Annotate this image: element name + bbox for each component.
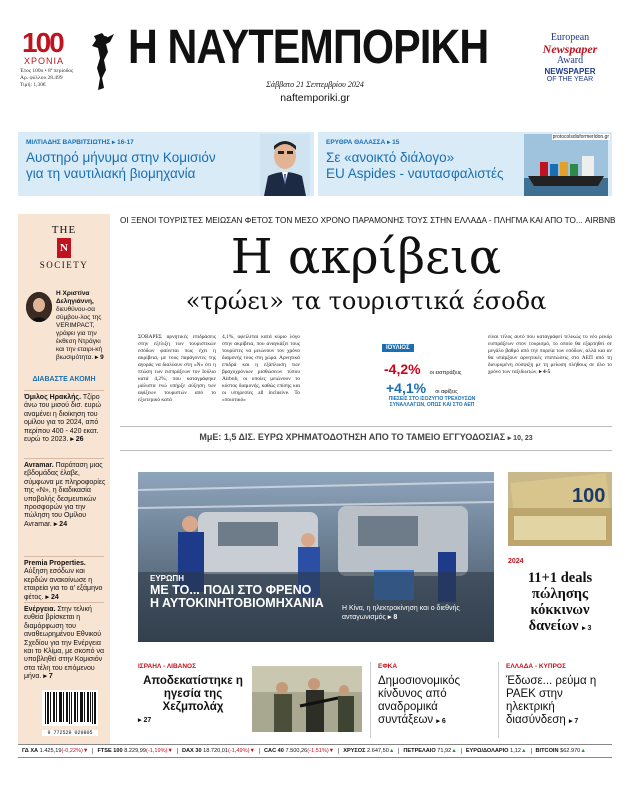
ticker-value: 1.425,19 <box>39 748 62 754</box>
ticker-value: $62.970 <box>560 748 581 754</box>
ticker-item <box>18 748 93 754</box>
lead-body-col3 <box>488 334 612 376</box>
ticker-item <box>532 748 590 754</box>
note-text: διευθύνου-σα σύμβου-λος της VERIMPACT, γράφει για την έκθεση Ντράγκι και την εταιρι-κή βιωσιμότητα. <box>56 306 103 361</box>
sidebar-item-avramar[interactable] <box>24 462 108 529</box>
teaser-headline <box>326 150 504 182</box>
photo-headline-line2: Η ΑΥΤΟΚΙΝΗΤΟΒΙΟΜΗΧΑΝΙΑ <box>150 596 324 610</box>
item-text: Στην τελική ευθεία βρίσκεται η διαμόρφωση του αναθεωρημένου Εθνικού Σχεδίου για την Ενέργεια και το Κλίμα, με σκοπό να υποβληθεί στην Κομισιόν στα τέλη του επόμενου μήνα. <box>24 606 105 681</box>
secondary-headline-page: ▸ 10, 23 <box>507 435 533 442</box>
ticker-name: BITCOIN <box>535 748 561 754</box>
note-author: Η Χριστίνα Δεληγιάννη, <box>56 290 94 305</box>
ticker-name: ΓΔ ΧΑ <box>22 748 40 754</box>
issue-price: Τιμή: 1,30€ <box>20 82 46 88</box>
teaser-headline-line1: Σε «ανοικτό διάλογο» <box>326 150 455 165</box>
divider <box>24 602 104 603</box>
ticker-name: ΧΡΥΣΟΣ <box>343 748 368 754</box>
issue-date: Σάββατο 21 Σεπτεμβρίου 2024 <box>266 80 364 89</box>
stat-desc-arrivals: οι αφίξεις <box>435 389 458 395</box>
item-title: Ενέργεια. <box>24 606 56 613</box>
ticker-change: ▲ <box>388 748 395 754</box>
award-line1: European <box>550 32 590 43</box>
item-page: ▸ 26 <box>70 436 84 444</box>
item-title: Avramar. <box>24 462 54 469</box>
divider <box>24 556 104 557</box>
ticker-name: ΕΥΡΩ/ΔΟΛΑΡΙΟ <box>465 748 511 754</box>
teaser-headline-line2: για τη ναυτιλιακή βιομηχανία <box>26 166 196 181</box>
bottom-story-efka[interactable] <box>378 675 488 728</box>
photo-watermark: protocolsdisformeridon.gr <box>552 134 609 140</box>
ticker-change: (-1,51%)▼ <box>307 748 335 754</box>
stat-desc-receipts: οι εισπράξεις <box>429 370 462 376</box>
issue-number: Αρ. φύλλου 28.499 <box>20 75 63 81</box>
photo-caption <box>342 604 488 622</box>
sidebar-item-iraklis[interactable] <box>24 394 108 444</box>
bottom-page: ▸ 7 <box>568 718 579 725</box>
divider <box>498 662 499 738</box>
bottom-kicker: ΙΣΡΑΗΛ - ΛΙΒΑΝΟΣ <box>138 663 196 670</box>
issue-year: Έτος 100ο • 8ª περίοδος <box>20 68 74 74</box>
bottom-kicker: ΕΛΛΑΔΑ - ΚΥΠΡΟΣ <box>506 663 566 670</box>
soldiers-photo <box>252 666 362 732</box>
market-ticker <box>18 744 612 758</box>
item-text: Αύξηση εσόδων και κερδών ανακοίνωσε η εταιρεία για το α' εξάμηνο φέτος. <box>24 568 103 601</box>
ticker-name: CAC 40 <box>264 748 286 754</box>
barcode-bars <box>42 690 98 726</box>
right-story-headline-text: 11+1 deals πώλησης κόκκινων δανείων <box>527 570 593 634</box>
divider <box>24 458 104 459</box>
ticker-item <box>339 748 399 754</box>
photo-caption-text: Η Κίνα, η ηλεκτροκίνηση και ο διεθνής ανταγωνισμός <box>342 605 460 621</box>
stat-value-arrivals: +4,1% <box>386 380 427 396</box>
bottom-page: ▸ 6 <box>436 718 446 725</box>
lead-headline[interactable]: Η ακρίβεια <box>230 229 502 285</box>
stats-caption: ΠΙΕΣΕΙΣ ΣΤΟ ΙΣΟΖΥΓΙΟ ΤΡΕΧΟΥΣΩΝ ΣΥΝΑΛΛΑΓΩΝ, ΟΠΩΣ ΚΑΙ ΣΤΟ ΑΕΠ <box>388 396 476 408</box>
lead-body-col3-page: ▸ 4-5 <box>539 369 551 375</box>
newspaper-title: Η ΝΑΥΤΕΜΠΟΡΙΚΗ <box>128 21 489 74</box>
photo-caption-page: ▸ 8 <box>387 614 398 621</box>
ticker-item <box>399 748 461 754</box>
ticker-change: ▲ <box>580 748 586 754</box>
ticker-value: 1,12 <box>510 748 521 754</box>
item-page: ▸ 7 <box>43 673 53 681</box>
divider <box>370 662 371 738</box>
award-line3: Award <box>556 55 584 66</box>
item-title: Όμιλος Ηρακλής. <box>24 394 82 401</box>
right-story-kicker: 2024 <box>508 558 524 565</box>
bottom-headline: Δημοσιονομικός κίνδυνος από αναδρομικά συντάξεων <box>378 675 461 726</box>
society-note[interactable] <box>56 290 110 362</box>
divider <box>120 426 612 427</box>
bottom-headline: Έδωσε... ρεύμα η PAEK στην ηλεκτρική διασύνδεση <box>506 675 597 726</box>
centenary-word: ΧΡΟΝΙΑ <box>24 56 65 66</box>
stats-label: ΙΟΥΛΙΟΣ <box>382 344 414 352</box>
lead-subheadline[interactable]: «τρώει» τα τουριστικά έσοδα <box>185 287 547 315</box>
ticker-item <box>178 748 260 754</box>
divider <box>24 390 104 391</box>
bottom-kicker: ΕΦΚΑ <box>378 663 398 670</box>
ticker-value: 7.500,26 <box>285 748 308 754</box>
ticker-value: 71,92 <box>437 748 452 754</box>
item-page: ▸ 24 <box>45 593 59 601</box>
ticker-value: 18.720,01 <box>203 748 228 754</box>
ticker-change: ▲ <box>520 748 527 754</box>
stats-row <box>382 378 482 397</box>
stats-box <box>382 334 482 396</box>
banknote-value: 100 <box>572 485 606 507</box>
award-line4: NEWSPAPER <box>544 67 596 76</box>
secondary-headline-text: ΜμΕ: 1,5 ΔΙΣ. ΕΥΡΩ ΧΡΗΜΑΤΟΔΟΤΗΣΗ ΑΠΟ ΤΟ ΤΑΜΕΙΟ ΕΓΓΥΟΔΟΣΙΑΣ <box>199 432 506 442</box>
teaser-kicker: ΕΡΥΘΡΑ ΘΑΛΑΣΣΑ ▸ 15 <box>326 139 400 146</box>
barcode <box>42 690 98 734</box>
ticker-name: ΠΕΤΡΕΛΑΙΟ <box>403 748 438 754</box>
lead-body-col1: ΣΟΒΑΡΕΣ αρνητικές επιδράσεις στην εξέλιξη των τουριστικών εσόδων φαίνεται πως έχει η ακρίβεια, με τους παράγοντες της αγοράς να διαλύουν στη «Ν» ότι η πτώση των εισπράξεων τον Ιούλιο κατά 4,2%, που καταγράφηκε μάλιστα ενώ υπήρξε αύξηση των αφίξεων τουριστών από το εξωτερικό κατά <box>138 334 216 403</box>
ticker-item <box>93 748 178 754</box>
bottom-headline: Αποδεκατίστηκε η ηγεσία της Χεζμπολάχ <box>143 675 243 713</box>
society-brand-letter: N <box>57 238 71 258</box>
bottom-story-cyprus[interactable] <box>506 675 612 728</box>
teaser-shipping[interactable] <box>18 132 314 196</box>
society-brand-top: THE <box>51 224 77 236</box>
teaser-red-sea[interactable] <box>318 132 612 196</box>
photo-headline-line1: ΜΕ ΤΟ... ΠΟΔΙ ΣΤΟ ΦΡΕΝΟ <box>150 583 312 597</box>
teaser-headline-line2: EU Aspides - ναυτασφαλιστές <box>326 166 504 181</box>
website-link[interactable]: naftemporiki.gr <box>280 92 350 104</box>
photo-headline[interactable] <box>150 584 330 610</box>
ticker-name: FTSE 100 <box>97 748 125 754</box>
ticker-change: ▲ <box>451 748 457 754</box>
barcode-digits: 9 772529 029805 <box>42 730 98 736</box>
centenary-logo <box>22 27 70 66</box>
note-page: ▸ 9 <box>95 354 104 361</box>
teaser-kicker: ΜΙΛΤΙΑΔΗΣ ΒΑΡΒΙΤΣΙΩΤΗΣ ▸ 16-17 <box>26 139 134 146</box>
teaser-headline <box>26 150 216 182</box>
divider <box>120 450 612 451</box>
lead-body-col3-text: είναι τέλος αυτό που καταγράφεί τελικώς το νέο ρεκόρ εισπράξεων στον τουρισμό, το οποίο θα εξαρτηθεί σε μεγάλο βαθμό από την πορεία των εσόδων, αλλά και αν θα υπάρξουν αρνητικές επιπτώσεις στο ΑΕΠ από τη διευρυμένη σύσφιξη με τη μείωση πλήθους σε όλο το χρόνο των ταξιδιωτών. <box>488 334 612 375</box>
ticker-item <box>260 748 339 754</box>
right-story-headline[interactable] <box>508 570 612 637</box>
portrait-photo <box>260 134 310 196</box>
stat-value-receipts: -4,2% <box>384 361 421 377</box>
ship-photo <box>524 134 608 196</box>
ticker-value: 2.647,50 <box>367 748 389 754</box>
ticker-change: (-0,22%)▼ <box>61 748 89 754</box>
award-line5: OF THE YEAR <box>546 76 594 83</box>
award-line2: Newspaper <box>542 42 598 56</box>
centenary-number: 100 <box>22 27 63 58</box>
author-avatar <box>26 292 52 322</box>
photo-kicker: ΕΥΡΩΠΗ <box>150 574 184 583</box>
item-text: Παράταση μιας εβδομάδας έλαβε, σύμφωνα με πληροφορίες της «Ν», η διαδικασία υποβολής δεσμευτικών προσφορών για την πώληση του Ομίλου Avramar. <box>24 462 106 528</box>
society-brand-bottom: SOCIETY <box>39 260 89 270</box>
bottom-story-hezbollah[interactable] <box>138 675 248 727</box>
sidebar-item-energy[interactable] <box>24 606 108 682</box>
bottom-page: ▸ 27 <box>138 717 152 724</box>
lead-body-col2: 4,1%, οφείλεται κατά κύριο λόγο στην ακρίβεια, που αναγκάζει τους τουρίστες να μειώνουν τον χρόνο διαμονής τους στη χώρα. Αρνητικά επιδρά και η εξάπλωση των βραχυχρόνιων μισθώσεων τύπου Airbnb, οι οποίες μειώνουν το κόστος διαμονής, καθώς επίσης και οι υπηρεσίες all inclusive. Το «ποιοτικό» <box>222 334 300 403</box>
item-page: ▸ 24 <box>53 520 68 528</box>
society-brand <box>18 214 110 282</box>
ticker-value: 8.229,99 <box>124 748 146 754</box>
item-text: Τζίρο άνω του μισού δισ. ευρώ αναμένει η διοίκηση του ομίλου για το 2024, από περίπου 400 - 420 εκατ. ευρώ το 2023. <box>24 394 101 444</box>
stats-row <box>382 359 482 378</box>
ticker-change: (-1,19%)▼ <box>145 748 173 754</box>
secondary-headline[interactable] <box>120 432 612 442</box>
right-story-page: ▸ 3 <box>582 625 592 632</box>
ticker-change: (-1,49%)▼ <box>228 748 255 754</box>
banknotes-photo <box>508 472 612 546</box>
teaser-headline-line1: Αυστηρό μήνυμα στην Κομισιόν <box>26 150 216 165</box>
sidebar-item-premia[interactable] <box>24 560 108 602</box>
ticker-item <box>462 748 532 754</box>
lead-overline: ΟΙ ΞΕΝΟΙ ΤΟΥΡΙΣΤΕΣ ΜΕΙΩΣΑΝ ΦΕΤΟΣ ΤΟΝ ΜΕΣΟ ΧΡΟΝΟ ΠΑΡΑΜΟΝΗΣ ΤΟΥΣ ΣΤΗΝ ΕΛΛΑΔΑ - ΠΛΗΓΜΑ ΚΑΙ ΑΠΟ ΤΟ... AIRBNB <box>120 216 616 225</box>
read-more-heading: ΔΙΑΒΑΣΤΕ ΑΚΟΜΗ <box>32 376 96 383</box>
ticker-name: DAX 30 <box>181 748 204 754</box>
award-badge <box>520 32 620 84</box>
item-title: Premia Properties. <box>24 560 86 567</box>
